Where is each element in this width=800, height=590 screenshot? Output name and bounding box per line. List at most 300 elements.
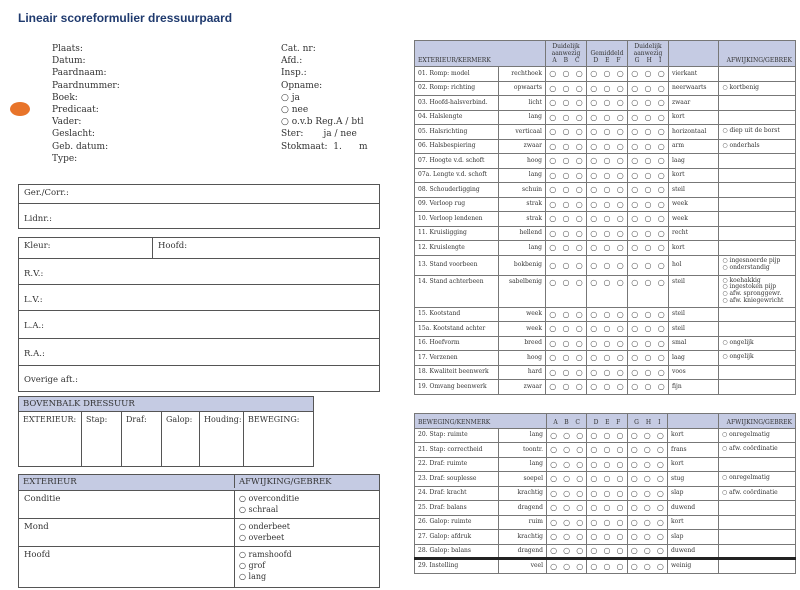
score-radio-h[interactable]: ○ — [641, 380, 654, 395]
score-radio-d[interactable]: ○ — [587, 472, 601, 487]
score-radio-i[interactable]: ○ — [654, 472, 668, 487]
score-radio-h[interactable]: ○ — [641, 428, 654, 443]
score-radio-a[interactable]: ○ — [545, 275, 559, 307]
score-radio-f[interactable]: ○ — [614, 110, 628, 125]
score-radio-h[interactable]: ○ — [641, 336, 654, 351]
score-radio-b[interactable]: ○ — [559, 183, 572, 198]
lidnr-field[interactable]: Lidnr.: — [24, 214, 52, 224]
score-radio-d[interactable]: ○ — [586, 275, 600, 307]
afwijking-option[interactable]: ○ afw. coördinatie — [719, 486, 796, 501]
score-radio-c[interactable]: ○ — [573, 486, 587, 501]
afwijking-checkbox[interactable]: ○ lang — [239, 572, 267, 581]
score-radio-a[interactable]: ○ — [547, 457, 561, 472]
score-radio-h[interactable]: ○ — [641, 241, 654, 256]
score-radio-f[interactable]: ○ — [613, 443, 627, 458]
score-radio-e[interactable]: ○ — [600, 486, 613, 501]
afwijking-option[interactable]: ○ afw. coördinatie — [719, 443, 796, 458]
score-radio-i[interactable]: ○ — [655, 183, 669, 198]
score-radio-a[interactable]: ○ — [545, 212, 559, 227]
score-radio-e[interactable]: ○ — [600, 183, 613, 198]
score-radio-i[interactable]: ○ — [655, 125, 669, 140]
score-radio-g[interactable]: ○ — [627, 275, 641, 307]
score-radio-c[interactable]: ○ — [573, 154, 587, 169]
score-radio-f[interactable]: ○ — [614, 139, 628, 154]
score-radio-g[interactable]: ○ — [627, 241, 641, 256]
score-radio-c[interactable]: ○ — [573, 183, 587, 198]
score-radio-c[interactable]: ○ — [573, 96, 587, 111]
score-radio-f[interactable]: ○ — [613, 544, 627, 559]
score-radio-e[interactable]: ○ — [600, 125, 613, 140]
score-radio-f[interactable]: ○ — [614, 275, 628, 307]
score-radio-d[interactable]: ○ — [587, 428, 601, 443]
score-radio-a[interactable]: ○ — [545, 365, 559, 380]
score-radio-c[interactable]: ○ — [573, 110, 587, 125]
score-radio-c[interactable]: ○ — [573, 443, 587, 458]
score-radio-c[interactable]: ○ — [573, 457, 587, 472]
score-radio-h[interactable]: ○ — [641, 67, 654, 82]
score-radio-e[interactable]: ○ — [600, 212, 613, 227]
score-radio-h[interactable]: ○ — [641, 197, 654, 212]
score-radio-g[interactable]: ○ — [627, 457, 641, 472]
score-radio-e[interactable]: ○ — [600, 501, 613, 516]
score-radio-g[interactable]: ○ — [627, 544, 641, 559]
score-radio-i[interactable]: ○ — [655, 67, 669, 82]
score-radio-b[interactable]: ○ — [559, 125, 572, 140]
score-radio-c[interactable]: ○ — [573, 255, 587, 275]
afwijking-checkbox[interactable]: ○ schraal — [239, 505, 279, 514]
score-radio-g[interactable]: ○ — [627, 428, 641, 443]
ger-corr-field[interactable]: Ger./Corr.: — [19, 185, 379, 204]
score-radio-c[interactable]: ○ — [573, 67, 587, 82]
score-radio-h[interactable]: ○ — [641, 212, 654, 227]
score-radio-c[interactable]: ○ — [573, 212, 587, 227]
score-radio-b[interactable]: ○ — [560, 486, 573, 501]
score-radio-e[interactable]: ○ — [600, 255, 613, 275]
score-radio-e[interactable]: ○ — [600, 307, 613, 322]
score-radio-e[interactable]: ○ — [600, 81, 613, 96]
score-radio-b[interactable]: ○ — [560, 515, 573, 530]
score-radio-c[interactable]: ○ — [573, 365, 587, 380]
score-radio-d[interactable]: ○ — [586, 67, 600, 82]
score-radio-g[interactable]: ○ — [627, 139, 641, 154]
score-radio-f[interactable]: ○ — [613, 515, 627, 530]
bovenbalk-field[interactable]: Draf: — [121, 412, 161, 466]
score-radio-e[interactable]: ○ — [600, 197, 613, 212]
score-radio-d[interactable]: ○ — [586, 241, 600, 256]
score-radio-f[interactable]: ○ — [614, 125, 628, 140]
bovenbalk-field[interactable]: EXTERIEUR: — [23, 415, 77, 424]
score-radio-g[interactable]: ○ — [627, 110, 641, 125]
score-radio-g[interactable]: ○ — [627, 443, 641, 458]
score-radio-e[interactable]: ○ — [600, 241, 613, 256]
score-radio-b[interactable]: ○ — [559, 322, 572, 337]
score-radio-h[interactable]: ○ — [641, 125, 654, 140]
score-radio-c[interactable]: ○ — [573, 81, 587, 96]
score-radio-h[interactable]: ○ — [641, 365, 654, 380]
score-radio-h[interactable]: ○ — [641, 307, 654, 322]
score-radio-f[interactable]: ○ — [613, 428, 627, 443]
score-radio-i[interactable]: ○ — [655, 81, 669, 96]
score-radio-b[interactable]: ○ — [560, 501, 573, 516]
score-radio-b[interactable]: ○ — [559, 380, 572, 395]
afwijking-option[interactable]: ○ kortbenig — [719, 81, 796, 96]
score-radio-b[interactable]: ○ — [559, 154, 572, 169]
score-radio-h[interactable]: ○ — [641, 183, 654, 198]
score-radio-e[interactable]: ○ — [600, 365, 613, 380]
score-radio-d[interactable]: ○ — [586, 212, 600, 227]
score-radio-a[interactable]: ○ — [547, 530, 561, 545]
score-radio-e[interactable]: ○ — [600, 380, 613, 395]
score-radio-d[interactable]: ○ — [587, 559, 601, 574]
score-radio-a[interactable]: ○ — [545, 307, 559, 322]
score-radio-g[interactable]: ○ — [627, 486, 641, 501]
score-radio-c[interactable]: ○ — [573, 241, 587, 256]
score-radio-b[interactable]: ○ — [559, 307, 572, 322]
score-radio-i[interactable]: ○ — [655, 96, 669, 111]
score-radio-c[interactable]: ○ — [573, 559, 587, 574]
score-radio-d[interactable]: ○ — [586, 322, 600, 337]
score-radio-g[interactable]: ○ — [627, 96, 641, 111]
score-radio-g[interactable]: ○ — [627, 183, 641, 198]
score-radio-i[interactable]: ○ — [655, 322, 669, 337]
score-radio-g[interactable]: ○ — [627, 336, 641, 351]
score-radio-i[interactable]: ○ — [655, 197, 669, 212]
score-radio-a[interactable]: ○ — [545, 183, 559, 198]
score-radio-d[interactable]: ○ — [586, 81, 600, 96]
score-radio-i[interactable]: ○ — [655, 351, 669, 366]
score-radio-f[interactable]: ○ — [613, 501, 627, 516]
score-radio-a[interactable]: ○ — [547, 515, 561, 530]
score-radio-c[interactable]: ○ — [573, 472, 587, 487]
score-radio-h[interactable]: ○ — [641, 275, 654, 307]
score-radio-d[interactable]: ○ — [586, 307, 600, 322]
score-radio-b[interactable]: ○ — [559, 226, 572, 241]
score-radio-g[interactable]: ○ — [627, 307, 641, 322]
score-radio-a[interactable]: ○ — [545, 380, 559, 395]
score-radio-c[interactable]: ○ — [573, 139, 587, 154]
bovenbalk-field[interactable]: Houding: — [199, 412, 243, 466]
score-radio-a[interactable]: ○ — [545, 154, 559, 169]
score-radio-f[interactable]: ○ — [614, 365, 628, 380]
afwijking-checkbox[interactable]: ○ ramshoofd — [239, 550, 292, 559]
score-radio-i[interactable]: ○ — [654, 501, 668, 516]
score-radio-i[interactable]: ○ — [654, 486, 668, 501]
score-radio-e[interactable]: ○ — [600, 275, 613, 307]
score-radio-e[interactable]: ○ — [600, 322, 613, 337]
score-radio-d[interactable]: ○ — [586, 380, 600, 395]
score-radio-f[interactable]: ○ — [614, 307, 628, 322]
score-radio-e[interactable]: ○ — [600, 351, 613, 366]
score-radio-h[interactable]: ○ — [641, 486, 654, 501]
score-radio-g[interactable]: ○ — [627, 351, 641, 366]
afwijking-option[interactable]: ○ ongelijk — [719, 336, 796, 351]
score-radio-a[interactable]: ○ — [547, 544, 561, 559]
score-radio-f[interactable]: ○ — [614, 212, 628, 227]
score-radio-e[interactable]: ○ — [600, 110, 613, 125]
score-radio-i[interactable]: ○ — [655, 212, 669, 227]
score-radio-i[interactable]: ○ — [655, 275, 669, 307]
score-radio-e[interactable]: ○ — [600, 443, 613, 458]
score-radio-a[interactable]: ○ — [547, 472, 561, 487]
score-radio-e[interactable]: ○ — [600, 515, 613, 530]
score-radio-h[interactable]: ○ — [641, 501, 654, 516]
score-radio-i[interactable]: ○ — [654, 428, 668, 443]
score-radio-f[interactable]: ○ — [614, 241, 628, 256]
score-radio-f[interactable]: ○ — [614, 154, 628, 169]
score-radio-f[interactable]: ○ — [613, 559, 627, 574]
score-radio-b[interactable]: ○ — [559, 255, 572, 275]
score-radio-b[interactable]: ○ — [559, 241, 572, 256]
score-radio-i[interactable]: ○ — [655, 365, 669, 380]
afwijking-option[interactable]: ○ ingesnoerde pijp ○ onderstandig — [719, 255, 796, 275]
score-radio-f[interactable]: ○ — [614, 322, 628, 337]
score-radio-e[interactable]: ○ — [600, 530, 613, 545]
score-radio-h[interactable]: ○ — [641, 544, 654, 559]
score-radio-c[interactable]: ○ — [573, 530, 587, 545]
score-radio-b[interactable]: ○ — [560, 559, 573, 574]
score-radio-f[interactable]: ○ — [614, 380, 628, 395]
rv-field[interactable]: R.V.: — [19, 259, 379, 285]
score-radio-e[interactable]: ○ — [600, 67, 613, 82]
score-radio-e[interactable]: ○ — [600, 336, 613, 351]
score-radio-d[interactable]: ○ — [586, 183, 600, 198]
score-radio-f[interactable]: ○ — [614, 351, 628, 366]
score-radio-e[interactable]: ○ — [600, 472, 613, 487]
score-radio-a[interactable]: ○ — [547, 486, 561, 501]
score-radio-d[interactable]: ○ — [587, 443, 601, 458]
score-radio-f[interactable]: ○ — [613, 486, 627, 501]
score-radio-g[interactable]: ○ — [627, 559, 641, 574]
lv-field[interactable]: L.V.: — [19, 285, 379, 311]
score-radio-i[interactable]: ○ — [654, 559, 668, 574]
score-radio-a[interactable]: ○ — [545, 255, 559, 275]
score-radio-e[interactable]: ○ — [600, 559, 613, 574]
score-radio-b[interactable]: ○ — [559, 67, 572, 82]
score-radio-b[interactable]: ○ — [559, 336, 572, 351]
score-radio-f[interactable]: ○ — [614, 226, 628, 241]
score-radio-g[interactable]: ○ — [627, 212, 641, 227]
score-radio-g[interactable]: ○ — [627, 197, 641, 212]
score-radio-d[interactable]: ○ — [587, 544, 601, 559]
score-radio-h[interactable]: ○ — [641, 139, 654, 154]
score-radio-e[interactable]: ○ — [600, 428, 613, 443]
score-radio-g[interactable]: ○ — [627, 255, 641, 275]
score-radio-b[interactable]: ○ — [560, 428, 573, 443]
score-radio-b[interactable]: ○ — [559, 168, 572, 183]
score-radio-c[interactable]: ○ — [573, 428, 587, 443]
score-radio-i[interactable]: ○ — [655, 139, 669, 154]
score-radio-i[interactable]: ○ — [655, 154, 669, 169]
score-radio-f[interactable]: ○ — [614, 255, 628, 275]
afwijking-checkbox[interactable]: ○ onderbeet — [239, 522, 290, 531]
afwijking-option[interactable]: ○ onregelmatig — [719, 472, 796, 487]
score-radio-c[interactable]: ○ — [573, 501, 587, 516]
kleur-row[interactable] — [19, 238, 379, 259]
score-radio-b[interactable]: ○ — [560, 443, 573, 458]
score-radio-e[interactable]: ○ — [600, 457, 613, 472]
score-radio-c[interactable]: ○ — [573, 336, 587, 351]
info-right-label[interactable]: ○ ja — [281, 92, 300, 103]
score-radio-h[interactable]: ○ — [641, 110, 654, 125]
score-radio-e[interactable]: ○ — [600, 226, 613, 241]
score-radio-f[interactable]: ○ — [613, 530, 627, 545]
score-radio-b[interactable]: ○ — [560, 457, 573, 472]
afwijking-option[interactable]: ○ onregelmatig — [719, 428, 796, 443]
score-radio-e[interactable]: ○ — [600, 96, 613, 111]
score-radio-a[interactable]: ○ — [547, 501, 561, 516]
score-radio-b[interactable]: ○ — [559, 110, 572, 125]
score-radio-i[interactable]: ○ — [655, 168, 669, 183]
score-radio-i[interactable]: ○ — [655, 307, 669, 322]
score-radio-f[interactable]: ○ — [613, 457, 627, 472]
afwijking-checkbox[interactable]: ○ overconditie — [239, 494, 300, 503]
score-radio-c[interactable]: ○ — [573, 515, 587, 530]
score-radio-f[interactable]: ○ — [614, 336, 628, 351]
score-radio-a[interactable]: ○ — [545, 168, 559, 183]
score-radio-a[interactable]: ○ — [545, 336, 559, 351]
score-radio-c[interactable]: ○ — [573, 380, 587, 395]
score-radio-h[interactable]: ○ — [641, 515, 654, 530]
score-radio-h[interactable]: ○ — [641, 351, 654, 366]
score-radio-b[interactable]: ○ — [559, 81, 572, 96]
score-radio-d[interactable]: ○ — [587, 501, 601, 516]
score-radio-g[interactable]: ○ — [627, 154, 641, 169]
score-radio-e[interactable]: ○ — [600, 168, 613, 183]
afwijking-option[interactable]: ○ ongelijk — [719, 351, 796, 366]
score-radio-g[interactable]: ○ — [627, 365, 641, 380]
score-radio-c[interactable]: ○ — [573, 275, 587, 307]
score-radio-g[interactable]: ○ — [627, 322, 641, 337]
score-radio-d[interactable]: ○ — [587, 515, 601, 530]
score-radio-d[interactable]: ○ — [586, 96, 600, 111]
score-radio-c[interactable]: ○ — [573, 544, 587, 559]
score-radio-a[interactable]: ○ — [545, 96, 559, 111]
score-radio-i[interactable]: ○ — [654, 515, 668, 530]
score-radio-i[interactable]: ○ — [654, 457, 668, 472]
score-radio-i[interactable]: ○ — [655, 241, 669, 256]
score-radio-d[interactable]: ○ — [586, 365, 600, 380]
score-radio-h[interactable]: ○ — [641, 530, 654, 545]
score-radio-b[interactable]: ○ — [559, 365, 572, 380]
score-radio-c[interactable]: ○ — [573, 197, 587, 212]
score-radio-b[interactable]: ○ — [559, 351, 572, 366]
score-radio-g[interactable]: ○ — [627, 226, 641, 241]
afwijking-option[interactable]: ○ onderhals — [719, 139, 796, 154]
score-radio-a[interactable]: ○ — [545, 351, 559, 366]
score-radio-h[interactable]: ○ — [641, 168, 654, 183]
afwijking-checkbox[interactable]: ○ grof — [239, 561, 266, 570]
score-radio-a[interactable]: ○ — [545, 241, 559, 256]
score-radio-a[interactable]: ○ — [547, 443, 561, 458]
score-radio-b[interactable]: ○ — [560, 530, 573, 545]
score-radio-f[interactable]: ○ — [614, 183, 628, 198]
score-radio-e[interactable]: ○ — [600, 544, 613, 559]
score-radio-d[interactable]: ○ — [586, 226, 600, 241]
score-radio-i[interactable]: ○ — [654, 443, 668, 458]
score-radio-c[interactable]: ○ — [573, 307, 587, 322]
info-right-label[interactable]: ○ nee — [281, 105, 309, 116]
overige-field[interactable]: Overige aft.: — [24, 375, 78, 385]
score-radio-b[interactable]: ○ — [559, 96, 572, 111]
score-radio-d[interactable]: ○ — [586, 197, 600, 212]
score-radio-h[interactable]: ○ — [641, 96, 654, 111]
ra-field[interactable]: R.A.: — [19, 339, 379, 366]
score-radio-h[interactable]: ○ — [641, 81, 654, 96]
bovenbalk-field[interactable]: Stap: — [81, 412, 121, 466]
score-radio-h[interactable]: ○ — [641, 322, 654, 337]
score-radio-a[interactable]: ○ — [545, 81, 559, 96]
score-radio-d[interactable]: ○ — [586, 168, 600, 183]
score-radio-b[interactable]: ○ — [559, 212, 572, 227]
score-radio-g[interactable]: ○ — [627, 501, 641, 516]
score-radio-b[interactable]: ○ — [560, 472, 573, 487]
score-radio-g[interactable]: ○ — [627, 125, 641, 140]
score-radio-i[interactable]: ○ — [655, 110, 669, 125]
score-radio-d[interactable]: ○ — [586, 139, 600, 154]
score-radio-h[interactable]: ○ — [641, 154, 654, 169]
score-radio-b[interactable]: ○ — [560, 544, 573, 559]
score-radio-h[interactable]: ○ — [641, 559, 654, 574]
score-radio-d[interactable]: ○ — [587, 486, 601, 501]
score-radio-a[interactable]: ○ — [545, 322, 559, 337]
score-radio-i[interactable]: ○ — [654, 530, 668, 545]
score-radio-g[interactable]: ○ — [627, 530, 641, 545]
score-radio-g[interactable]: ○ — [627, 168, 641, 183]
la-field[interactable]: L.A.: — [19, 311, 379, 339]
bovenbalk-field[interactable]: Galop: — [161, 412, 199, 466]
score-radio-d[interactable]: ○ — [587, 457, 601, 472]
score-radio-f[interactable]: ○ — [614, 168, 628, 183]
score-radio-i[interactable]: ○ — [655, 380, 669, 395]
score-radio-i[interactable]: ○ — [655, 255, 669, 275]
score-radio-f[interactable]: ○ — [613, 472, 627, 487]
score-radio-a[interactable]: ○ — [545, 110, 559, 125]
score-radio-a[interactable]: ○ — [545, 67, 559, 82]
bovenbalk-field[interactable]: BEWEGING: — [243, 412, 313, 466]
score-radio-a[interactable]: ○ — [545, 226, 559, 241]
score-radio-a[interactable]: ○ — [545, 197, 559, 212]
score-radio-h[interactable]: ○ — [641, 472, 654, 487]
score-radio-c[interactable]: ○ — [573, 226, 587, 241]
score-radio-d[interactable]: ○ — [586, 336, 600, 351]
score-radio-a[interactable]: ○ — [547, 428, 561, 443]
score-radio-g[interactable]: ○ — [627, 515, 641, 530]
score-radio-d[interactable]: ○ — [587, 530, 601, 545]
score-radio-h[interactable]: ○ — [641, 255, 654, 275]
score-radio-f[interactable]: ○ — [614, 197, 628, 212]
score-radio-c[interactable]: ○ — [573, 168, 587, 183]
afwijking-option[interactable]: ○ koehakkig ○ ingestoken pijp ○ afw. spronggewr. ○ afw. kniegewricht — [719, 275, 796, 307]
score-radio-b[interactable]: ○ — [559, 139, 572, 154]
score-radio-c[interactable]: ○ — [573, 125, 587, 140]
score-radio-f[interactable]: ○ — [614, 81, 628, 96]
score-radio-h[interactable]: ○ — [641, 226, 654, 241]
score-radio-g[interactable]: ○ — [627, 81, 641, 96]
score-radio-i[interactable]: ○ — [655, 336, 669, 351]
score-radio-e[interactable]: ○ — [600, 154, 613, 169]
score-radio-d[interactable]: ○ — [586, 110, 600, 125]
score-radio-a[interactable]: ○ — [545, 125, 559, 140]
score-radio-d[interactable]: ○ — [586, 125, 600, 140]
score-radio-a[interactable]: ○ — [547, 559, 561, 574]
info-right-label[interactable]: ○ o.v.b Reg.A / btl — [281, 117, 364, 128]
score-radio-f[interactable]: ○ — [614, 67, 628, 82]
afwijking-option[interactable]: ○ diep uit de borst — [719, 125, 796, 140]
score-radio-a[interactable]: ○ — [545, 139, 559, 154]
score-radio-b[interactable]: ○ — [559, 197, 572, 212]
score-radio-g[interactable]: ○ — [627, 380, 641, 395]
score-radio-f[interactable]: ○ — [614, 96, 628, 111]
